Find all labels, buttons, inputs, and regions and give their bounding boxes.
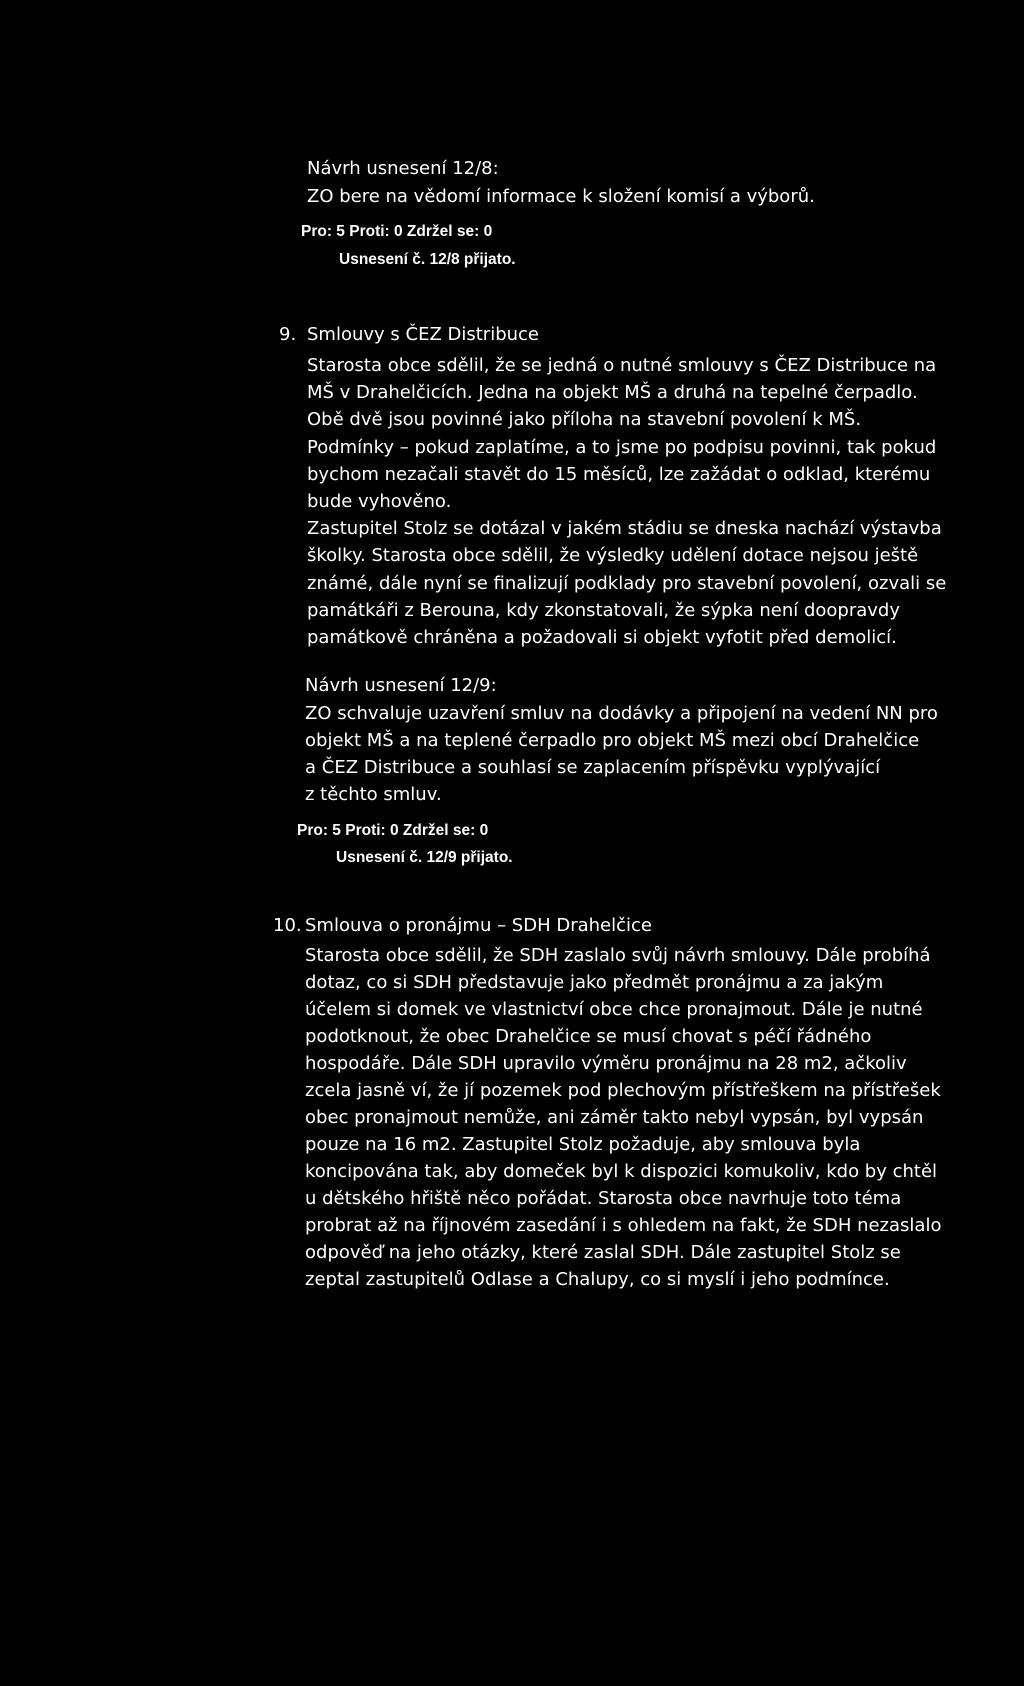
section-10-title: Smlouva o pronájmu – SDH Drahelčice: [305, 915, 652, 936]
section-9-line: MŠ v Drahelčicích. Jedna na objekt MŠ a druhá na tepelné čerpadlo.: [307, 382, 918, 403]
section-9-line: památkáři z Berouna, kdy zkonstatovali, že sýpka není doopravdy: [307, 600, 900, 621]
section-10-line: dotaz, co si SDH představuje jako předmět pronájmu a za jakým: [305, 972, 884, 993]
section-10-line: probrat až na říjnovém zasedání i s ohledem na fakt, že SDH nezaslalo: [305, 1215, 942, 1236]
section-9-line: památkově chráněna a požadovali si objekt vyfotit před demolicí.: [307, 627, 897, 648]
section-10-line: Starosta obce sdělil, že SDH zaslalo svůj návrh smlouvy. Dále probíhá: [305, 945, 931, 966]
section-9-title: Smlouvy s ČEZ Distribuce: [307, 324, 540, 345]
section-10-line: zeptal zastupitelů Odlase a Chalupy, co si myslí i jeho podmínce.: [305, 1269, 890, 1290]
resolution-12-9-line: objekt MŠ a na teplené čerpadlo pro objekt MŠ mezi obcí Drahelčice: [305, 730, 920, 751]
resolution-12-9-line: ZO schvaluje uzavření smluv na dodávky a připojení na vedení NN pro: [305, 703, 938, 724]
section-9-line: školky. Starosta obce sdělil, že výsledky udělení dotace nejsou ještě: [307, 545, 919, 566]
resolution-12-9-vote: Pro: 5 Proti: 0 Zdržel se: 0: [297, 822, 489, 839]
section-10-line: odpověď na jeho otázky, které zaslal SDH. Dále zastupitel Stolz se: [305, 1242, 901, 1263]
section-9-line: známé, dále nyní se finalizují podklady pro stavební povolení, ozvali se: [307, 573, 947, 594]
section-10-line: koncipována tak, aby domeček byl k dispozici komukoliv, kdo by chtěl: [305, 1161, 938, 1182]
section-9-number: 9.: [279, 324, 297, 345]
resolution-12-9-line: a ČEZ Distribuce a souhlasí se zaplacením příspěvku vyplývající: [305, 757, 881, 778]
section-10-line: podotknout, že obec Drahelčice se musí chovat s péčí řádného: [305, 1026, 872, 1047]
section-9-line: Podmínky – pokud zaplatíme, a to jsme po podpisu povinni, tak pokud: [307, 437, 937, 458]
section-10-number: 10.: [273, 915, 302, 936]
resolution-12-8-heading: Návrh usnesení 12/8:: [307, 158, 499, 179]
section-9-line: Zastupitel Stolz se dotázal v jakém stádiu se dneska nachází výstavba: [307, 518, 942, 539]
section-10-line: účelem si domek ve vlastnictví obce chce pronajmout. Dále je nutné: [305, 999, 923, 1020]
section-10-line: hospodáře. Dále SDH upravilo výměru pronájmu na 28 m2, ačkoliv: [305, 1053, 907, 1074]
resolution-12-9-result: Usnesení č. 12/9 přijato.: [336, 849, 513, 866]
resolution-12-8-text: ZO bere na vědomí informace k složení komisí a výborů.: [307, 186, 815, 207]
section-9-line: bude vyhověno.: [307, 491, 452, 512]
resolution-12-9-heading: Návrh usnesení 12/9:: [305, 675, 497, 696]
section-9-line: Starosta obce sdělil, že se jedná o nutné smlouvy s ČEZ Distribuce na: [307, 355, 937, 376]
resolution-12-8-vote: Pro: 5 Proti: 0 Zdržel se: 0: [301, 223, 493, 240]
section-10-line: pouze na 16 m2. Zastupitel Stolz požaduje, aby smlouva byla: [305, 1134, 861, 1155]
section-9-line: Obě dvě jsou povinné jako příloha na stavební povolení k MŠ.: [307, 409, 862, 430]
section-10-line: zcela jasně ví, že jí pozemek pod plechovým přístřeškem na přístřešek: [305, 1080, 941, 1101]
resolution-12-8-result: Usnesení č. 12/8 přijato.: [339, 251, 516, 268]
section-10-line: obec pronajmout nemůže, ani záměr takto nebyl vypsán, byl vypsán: [305, 1107, 924, 1128]
section-10-line: u dětského hřiště něco pořádat. Starosta obce navrhuje toto téma: [305, 1188, 902, 1209]
resolution-12-9-line: z těchto smluv.: [305, 784, 442, 805]
section-9-line: bychom nezačali stavět do 15 měsíců, lze zažádat o odklad, kterému: [307, 464, 931, 485]
